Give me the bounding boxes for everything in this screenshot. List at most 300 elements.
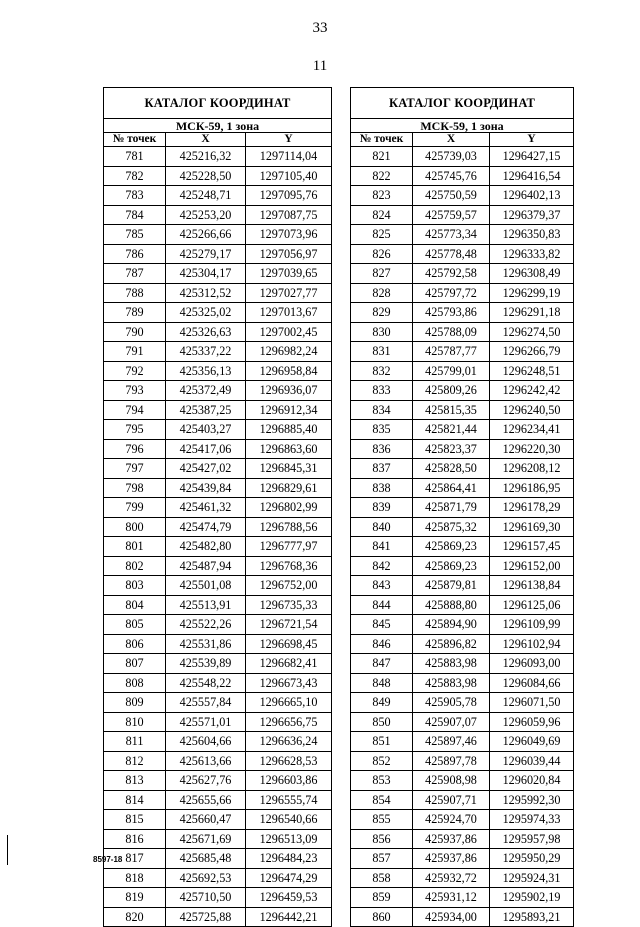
- x-coordinate-cell: 425571,01: [166, 712, 246, 732]
- point-number-cell: 795: [104, 420, 166, 440]
- point-number-cell: 800: [104, 517, 166, 537]
- y-coordinate-cell: 1296912,34: [246, 400, 332, 420]
- y-coordinate-cell: 1296442,21: [246, 907, 332, 927]
- table-row: [351, 810, 574, 830]
- table-row: [104, 576, 332, 596]
- y-coordinate-cell: 1296484,23: [246, 849, 332, 869]
- y-coordinate-cell: 1296125,06: [490, 595, 574, 615]
- table-row: [351, 303, 574, 323]
- table-row: [351, 634, 574, 654]
- table-row: [351, 478, 574, 498]
- x-coordinate-cell: 425427,02: [166, 459, 246, 479]
- x-coordinate-cell: 425869,23: [413, 537, 490, 557]
- point-number-cell: 857: [351, 849, 413, 869]
- table-row: [104, 673, 332, 693]
- y-coordinate-cell: 1296885,40: [246, 420, 332, 440]
- x-coordinate-cell: 425356,13: [166, 361, 246, 381]
- y-coordinate-cell: 1296416,54: [490, 166, 574, 186]
- x-coordinate-cell: 425522,26: [166, 615, 246, 635]
- y-coordinate-cell: 1295950,29: [490, 849, 574, 869]
- x-coordinate-cell: 425725,88: [166, 907, 246, 927]
- y-coordinate-cell: 1296936,07: [246, 381, 332, 401]
- table-row: [104, 361, 332, 381]
- y-coordinate-cell: 1296291,18: [490, 303, 574, 323]
- table-row: [104, 264, 332, 284]
- point-number-cell: 810: [104, 712, 166, 732]
- point-number-cell: 853: [351, 771, 413, 791]
- column-header-y: Y: [246, 133, 332, 147]
- table-row: [351, 576, 574, 596]
- point-number-cell: 802: [104, 556, 166, 576]
- point-number-cell: 860: [351, 907, 413, 927]
- point-number-cell: 856: [351, 829, 413, 849]
- x-coordinate-cell: 425474,79: [166, 517, 246, 537]
- y-coordinate-cell: 1296109,99: [490, 615, 574, 635]
- table-row: [351, 361, 574, 381]
- y-coordinate-cell: 1296350,83: [490, 225, 574, 245]
- y-coordinate-cell: 1296208,12: [490, 459, 574, 479]
- point-number-cell: 845: [351, 615, 413, 635]
- table-row: [351, 459, 574, 479]
- point-number-cell: 848: [351, 673, 413, 693]
- y-coordinate-cell: 1296721,54: [246, 615, 332, 635]
- table-row: [104, 478, 332, 498]
- x-coordinate-cell: 425897,78: [413, 751, 490, 771]
- table-row: [351, 166, 574, 186]
- y-coordinate-cell: 1296020,84: [490, 771, 574, 791]
- footer-code: 8597-18: [93, 855, 123, 864]
- y-coordinate-cell: 1297073,96: [246, 225, 332, 245]
- table-row: [351, 537, 574, 557]
- point-number-cell: 797: [104, 459, 166, 479]
- x-coordinate-cell: 425907,71: [413, 790, 490, 810]
- table-row: [351, 712, 574, 732]
- x-coordinate-cell: 425883,98: [413, 654, 490, 674]
- column-header-point: № точек: [351, 133, 413, 147]
- column-header-x: X: [166, 133, 246, 147]
- table-row: [104, 829, 332, 849]
- table-row: [104, 498, 332, 518]
- point-number-cell: 804: [104, 595, 166, 615]
- point-number-cell: 851: [351, 732, 413, 752]
- y-coordinate-cell: 1296138,84: [490, 576, 574, 596]
- x-coordinate-cell: 425326,63: [166, 322, 246, 342]
- x-coordinate-cell: 425253,20: [166, 205, 246, 225]
- x-coordinate-cell: 425539,89: [166, 654, 246, 674]
- y-coordinate-cell: 1297027,77: [246, 283, 332, 303]
- point-number-cell: 836: [351, 439, 413, 459]
- x-coordinate-cell: 425937,86: [413, 829, 490, 849]
- x-coordinate-cell: 425932,72: [413, 868, 490, 888]
- y-coordinate-cell: 1296093,00: [490, 654, 574, 674]
- table-row: [351, 420, 574, 440]
- point-number-cell: 798: [104, 478, 166, 498]
- x-coordinate-cell: 425787,77: [413, 342, 490, 362]
- point-number-cell: 820: [104, 907, 166, 927]
- y-coordinate-cell: 1296308,49: [490, 264, 574, 284]
- point-number-cell: 796: [104, 439, 166, 459]
- y-coordinate-cell: 1296958,84: [246, 361, 332, 381]
- y-coordinate-cell: 1296768,36: [246, 556, 332, 576]
- y-coordinate-cell: 1296186,95: [490, 478, 574, 498]
- table-row: [351, 595, 574, 615]
- x-coordinate-cell: 425557,84: [166, 693, 246, 713]
- y-coordinate-cell: 1296240,50: [490, 400, 574, 420]
- x-coordinate-cell: 425660,47: [166, 810, 246, 830]
- point-number-cell: 791: [104, 342, 166, 362]
- table-body: [104, 147, 332, 927]
- point-number-cell: 840: [351, 517, 413, 537]
- table-row: [351, 342, 574, 362]
- x-coordinate-cell: 425372,49: [166, 381, 246, 401]
- x-coordinate-cell: 425501,08: [166, 576, 246, 596]
- point-number-cell: 859: [351, 888, 413, 908]
- margin-line: [7, 835, 8, 865]
- y-coordinate-cell: 1296220,30: [490, 439, 574, 459]
- point-number-cell: 849: [351, 693, 413, 713]
- point-number-cell: 806: [104, 634, 166, 654]
- table-row: [351, 556, 574, 576]
- point-number-cell: 792: [104, 361, 166, 381]
- point-number-cell: 812: [104, 751, 166, 771]
- point-number-cell: 824: [351, 205, 413, 225]
- point-number-cell: 817: [104, 849, 166, 869]
- y-coordinate-cell: 1296178,29: [490, 498, 574, 518]
- y-coordinate-cell: 1296863,60: [246, 439, 332, 459]
- y-coordinate-cell: 1296735,33: [246, 595, 332, 615]
- table-row: [351, 888, 574, 908]
- page-number: 33: [312, 20, 328, 36]
- y-coordinate-cell: 1296802,99: [246, 498, 332, 518]
- y-coordinate-cell: 1296845,31: [246, 459, 332, 479]
- y-coordinate-cell: 1296555,74: [246, 790, 332, 810]
- point-number-cell: 831: [351, 342, 413, 362]
- x-coordinate-cell: 425387,25: [166, 400, 246, 420]
- x-coordinate-cell: 425793,86: [413, 303, 490, 323]
- point-number-cell: 782: [104, 166, 166, 186]
- x-coordinate-cell: 425403,27: [166, 420, 246, 440]
- y-coordinate-cell: 1295893,21: [490, 907, 574, 927]
- y-coordinate-cell: 1296102,94: [490, 634, 574, 654]
- x-coordinate-cell: 425312,52: [166, 283, 246, 303]
- x-coordinate-cell: 425439,84: [166, 478, 246, 498]
- point-number-cell: 793: [104, 381, 166, 401]
- table-row: [351, 517, 574, 537]
- table-row: [104, 849, 332, 869]
- sheet-number: 11: [312, 58, 328, 74]
- y-coordinate-cell: 1296059,96: [490, 712, 574, 732]
- table-row: [351, 751, 574, 771]
- point-number-cell: 808: [104, 673, 166, 693]
- table-row: [351, 673, 574, 693]
- table-row: [104, 420, 332, 440]
- y-coordinate-cell: 1296513,09: [246, 829, 332, 849]
- table-row: [104, 732, 332, 752]
- table-row: [104, 868, 332, 888]
- table-row: [104, 322, 332, 342]
- y-coordinate-cell: 1296474,29: [246, 868, 332, 888]
- y-coordinate-cell: 1296274,50: [490, 322, 574, 342]
- point-number-cell: 833: [351, 381, 413, 401]
- table-row: [104, 400, 332, 420]
- x-coordinate-cell: 425871,79: [413, 498, 490, 518]
- point-number-cell: 843: [351, 576, 413, 596]
- point-number-cell: 794: [104, 400, 166, 420]
- x-coordinate-cell: 425809,26: [413, 381, 490, 401]
- point-number-cell: 854: [351, 790, 413, 810]
- point-number-cell: 841: [351, 537, 413, 557]
- point-number-cell: 838: [351, 478, 413, 498]
- y-coordinate-cell: 1297039,65: [246, 264, 332, 284]
- table-row: [104, 693, 332, 713]
- table-title: КАТАЛОГ КООРДИНАТ: [351, 88, 574, 119]
- x-coordinate-cell: 425905,78: [413, 693, 490, 713]
- y-coordinate-cell: 1296242,42: [490, 381, 574, 401]
- point-number-cell: 803: [104, 576, 166, 596]
- x-coordinate-cell: 425869,23: [413, 556, 490, 576]
- table-row: [104, 303, 332, 323]
- table-row: [104, 342, 332, 362]
- table-row: [104, 244, 332, 264]
- x-coordinate-cell: 425937,86: [413, 849, 490, 869]
- table-row: [104, 790, 332, 810]
- point-number-cell: 781: [104, 147, 166, 167]
- point-number-cell: 855: [351, 810, 413, 830]
- x-coordinate-cell: 425797,72: [413, 283, 490, 303]
- x-coordinate-cell: 425613,66: [166, 751, 246, 771]
- column-header-x: X: [413, 133, 490, 147]
- y-coordinate-cell: 1296982,24: [246, 342, 332, 362]
- point-number-cell: 837: [351, 459, 413, 479]
- table-row: [104, 537, 332, 557]
- y-coordinate-cell: 1295902,19: [490, 888, 574, 908]
- x-coordinate-cell: 425627,76: [166, 771, 246, 791]
- point-number-cell: 846: [351, 634, 413, 654]
- y-coordinate-cell: 1296628,53: [246, 751, 332, 771]
- point-number-cell: 818: [104, 868, 166, 888]
- table-zone: МСК-59, 1 зона: [351, 119, 574, 133]
- table-row: [104, 634, 332, 654]
- y-coordinate-cell: 1296682,41: [246, 654, 332, 674]
- point-number-cell: 786: [104, 244, 166, 264]
- point-number-cell: 816: [104, 829, 166, 849]
- x-coordinate-cell: 425745,76: [413, 166, 490, 186]
- point-number-cell: 811: [104, 732, 166, 752]
- y-coordinate-cell: 1295957,98: [490, 829, 574, 849]
- point-number-cell: 799: [104, 498, 166, 518]
- x-coordinate-cell: 425417,06: [166, 439, 246, 459]
- x-coordinate-cell: 425304,17: [166, 264, 246, 284]
- x-coordinate-cell: 425934,00: [413, 907, 490, 927]
- x-coordinate-cell: 425337,22: [166, 342, 246, 362]
- point-number-cell: 832: [351, 361, 413, 381]
- point-number-cell: 821: [351, 147, 413, 167]
- table-row: [104, 225, 332, 245]
- coordinate-catalog-table-left: [103, 87, 332, 927]
- x-coordinate-cell: 425216,32: [166, 147, 246, 167]
- y-coordinate-cell: 1296777,97: [246, 537, 332, 557]
- table-row: [351, 615, 574, 635]
- y-coordinate-cell: 1296379,37: [490, 205, 574, 225]
- table-row: [351, 732, 574, 752]
- x-coordinate-cell: 425778,48: [413, 244, 490, 264]
- x-coordinate-cell: 425685,48: [166, 849, 246, 869]
- y-coordinate-cell: 1296299,19: [490, 283, 574, 303]
- table-row: [104, 147, 332, 167]
- y-coordinate-cell: 1297056,97: [246, 244, 332, 264]
- x-coordinate-cell: 425759,57: [413, 205, 490, 225]
- y-coordinate-cell: 1296248,51: [490, 361, 574, 381]
- x-coordinate-cell: 425325,02: [166, 303, 246, 323]
- x-coordinate-cell: 425692,53: [166, 868, 246, 888]
- x-coordinate-cell: 425823,37: [413, 439, 490, 459]
- table-row: [351, 654, 574, 674]
- point-number-cell: 822: [351, 166, 413, 186]
- y-coordinate-cell: 1296459,53: [246, 888, 332, 908]
- x-coordinate-cell: 425883,98: [413, 673, 490, 693]
- point-number-cell: 815: [104, 810, 166, 830]
- table-row: [104, 205, 332, 225]
- table-row: [104, 888, 332, 908]
- point-number-cell: 819: [104, 888, 166, 908]
- y-coordinate-cell: 1296234,41: [490, 420, 574, 440]
- y-coordinate-cell: 1296656,75: [246, 712, 332, 732]
- x-coordinate-cell: 425739,03: [413, 147, 490, 167]
- x-coordinate-cell: 425548,22: [166, 673, 246, 693]
- table-row: [104, 712, 332, 732]
- table-row: [351, 439, 574, 459]
- x-coordinate-cell: 425487,94: [166, 556, 246, 576]
- x-coordinate-cell: 425482,80: [166, 537, 246, 557]
- x-coordinate-cell: 425907,07: [413, 712, 490, 732]
- point-number-cell: 858: [351, 868, 413, 888]
- y-coordinate-cell: 1297105,40: [246, 166, 332, 186]
- table-row: [351, 322, 574, 342]
- x-coordinate-cell: 425896,82: [413, 634, 490, 654]
- x-coordinate-cell: 425266,66: [166, 225, 246, 245]
- point-number-cell: 807: [104, 654, 166, 674]
- table-row: [351, 907, 574, 927]
- x-coordinate-cell: 425792,58: [413, 264, 490, 284]
- table-row: [351, 693, 574, 713]
- y-coordinate-cell: 1296084,66: [490, 673, 574, 693]
- table-row: [104, 751, 332, 771]
- table-row: [104, 595, 332, 615]
- y-coordinate-cell: 1296169,30: [490, 517, 574, 537]
- y-coordinate-cell: 1296427,15: [490, 147, 574, 167]
- point-number-cell: 835: [351, 420, 413, 440]
- table-row: [104, 439, 332, 459]
- point-number-cell: 847: [351, 654, 413, 674]
- table-row: [104, 517, 332, 537]
- x-coordinate-cell: 425655,66: [166, 790, 246, 810]
- table-row: [104, 556, 332, 576]
- point-number-cell: 801: [104, 537, 166, 557]
- x-coordinate-cell: 425931,12: [413, 888, 490, 908]
- y-coordinate-cell: 1296603,86: [246, 771, 332, 791]
- point-number-cell: 823: [351, 186, 413, 206]
- y-coordinate-cell: 1296788,56: [246, 517, 332, 537]
- point-number-cell: 834: [351, 400, 413, 420]
- y-coordinate-cell: 1296049,69: [490, 732, 574, 752]
- x-coordinate-cell: 425279,17: [166, 244, 246, 264]
- table-body: [351, 147, 574, 927]
- point-number-cell: 827: [351, 264, 413, 284]
- point-number-cell: 825: [351, 225, 413, 245]
- x-coordinate-cell: 425879,81: [413, 576, 490, 596]
- y-coordinate-cell: 1297087,75: [246, 205, 332, 225]
- table-row: [351, 498, 574, 518]
- x-coordinate-cell: 425815,35: [413, 400, 490, 420]
- column-header-point: № точек: [104, 133, 166, 147]
- x-coordinate-cell: 425531,86: [166, 634, 246, 654]
- y-coordinate-cell: 1296636,24: [246, 732, 332, 752]
- coordinate-catalog-table-right: [350, 87, 574, 927]
- point-number-cell: 789: [104, 303, 166, 323]
- point-number-cell: 787: [104, 264, 166, 284]
- table-row: [351, 264, 574, 284]
- table-zone: МСК-59, 1 зона: [104, 119, 332, 133]
- point-number-cell: 814: [104, 790, 166, 810]
- table-row: [351, 829, 574, 849]
- table-row: [104, 615, 332, 635]
- point-number-cell: 813: [104, 771, 166, 791]
- table-row: [351, 790, 574, 810]
- table-row: [351, 283, 574, 303]
- y-coordinate-cell: 1296152,00: [490, 556, 574, 576]
- y-coordinate-cell: 1295974,33: [490, 810, 574, 830]
- point-number-cell: 852: [351, 751, 413, 771]
- point-number-cell: 784: [104, 205, 166, 225]
- table-row: [351, 400, 574, 420]
- table-row: [351, 771, 574, 791]
- x-coordinate-cell: 425799,01: [413, 361, 490, 381]
- y-coordinate-cell: 1297013,67: [246, 303, 332, 323]
- table-row: [104, 810, 332, 830]
- x-coordinate-cell: 425773,34: [413, 225, 490, 245]
- y-coordinate-cell: 1296540,66: [246, 810, 332, 830]
- column-header-y: Y: [490, 133, 574, 147]
- x-coordinate-cell: 425788,09: [413, 322, 490, 342]
- point-number-cell: 829: [351, 303, 413, 323]
- y-coordinate-cell: 1296829,61: [246, 478, 332, 498]
- x-coordinate-cell: 425908,98: [413, 771, 490, 791]
- point-number-cell: 850: [351, 712, 413, 732]
- y-coordinate-cell: 1296402,13: [490, 186, 574, 206]
- y-coordinate-cell: 1296665,10: [246, 693, 332, 713]
- x-coordinate-cell: 425924,70: [413, 810, 490, 830]
- x-coordinate-cell: 425671,69: [166, 829, 246, 849]
- table-title: КАТАЛОГ КООРДИНАТ: [104, 88, 332, 119]
- y-coordinate-cell: 1296039,44: [490, 751, 574, 771]
- table-row: [104, 283, 332, 303]
- table-row: [351, 381, 574, 401]
- point-number-cell: 783: [104, 186, 166, 206]
- point-number-cell: 839: [351, 498, 413, 518]
- point-number-cell: 785: [104, 225, 166, 245]
- table-row: [351, 849, 574, 869]
- table-row: [104, 186, 332, 206]
- x-coordinate-cell: 425894,90: [413, 615, 490, 635]
- table-row: [104, 381, 332, 401]
- y-coordinate-cell: 1296673,43: [246, 673, 332, 693]
- x-coordinate-cell: 425864,41: [413, 478, 490, 498]
- point-number-cell: 809: [104, 693, 166, 713]
- table-row: [351, 868, 574, 888]
- table-row: [104, 166, 332, 186]
- x-coordinate-cell: 425875,32: [413, 517, 490, 537]
- y-coordinate-cell: 1296266,79: [490, 342, 574, 362]
